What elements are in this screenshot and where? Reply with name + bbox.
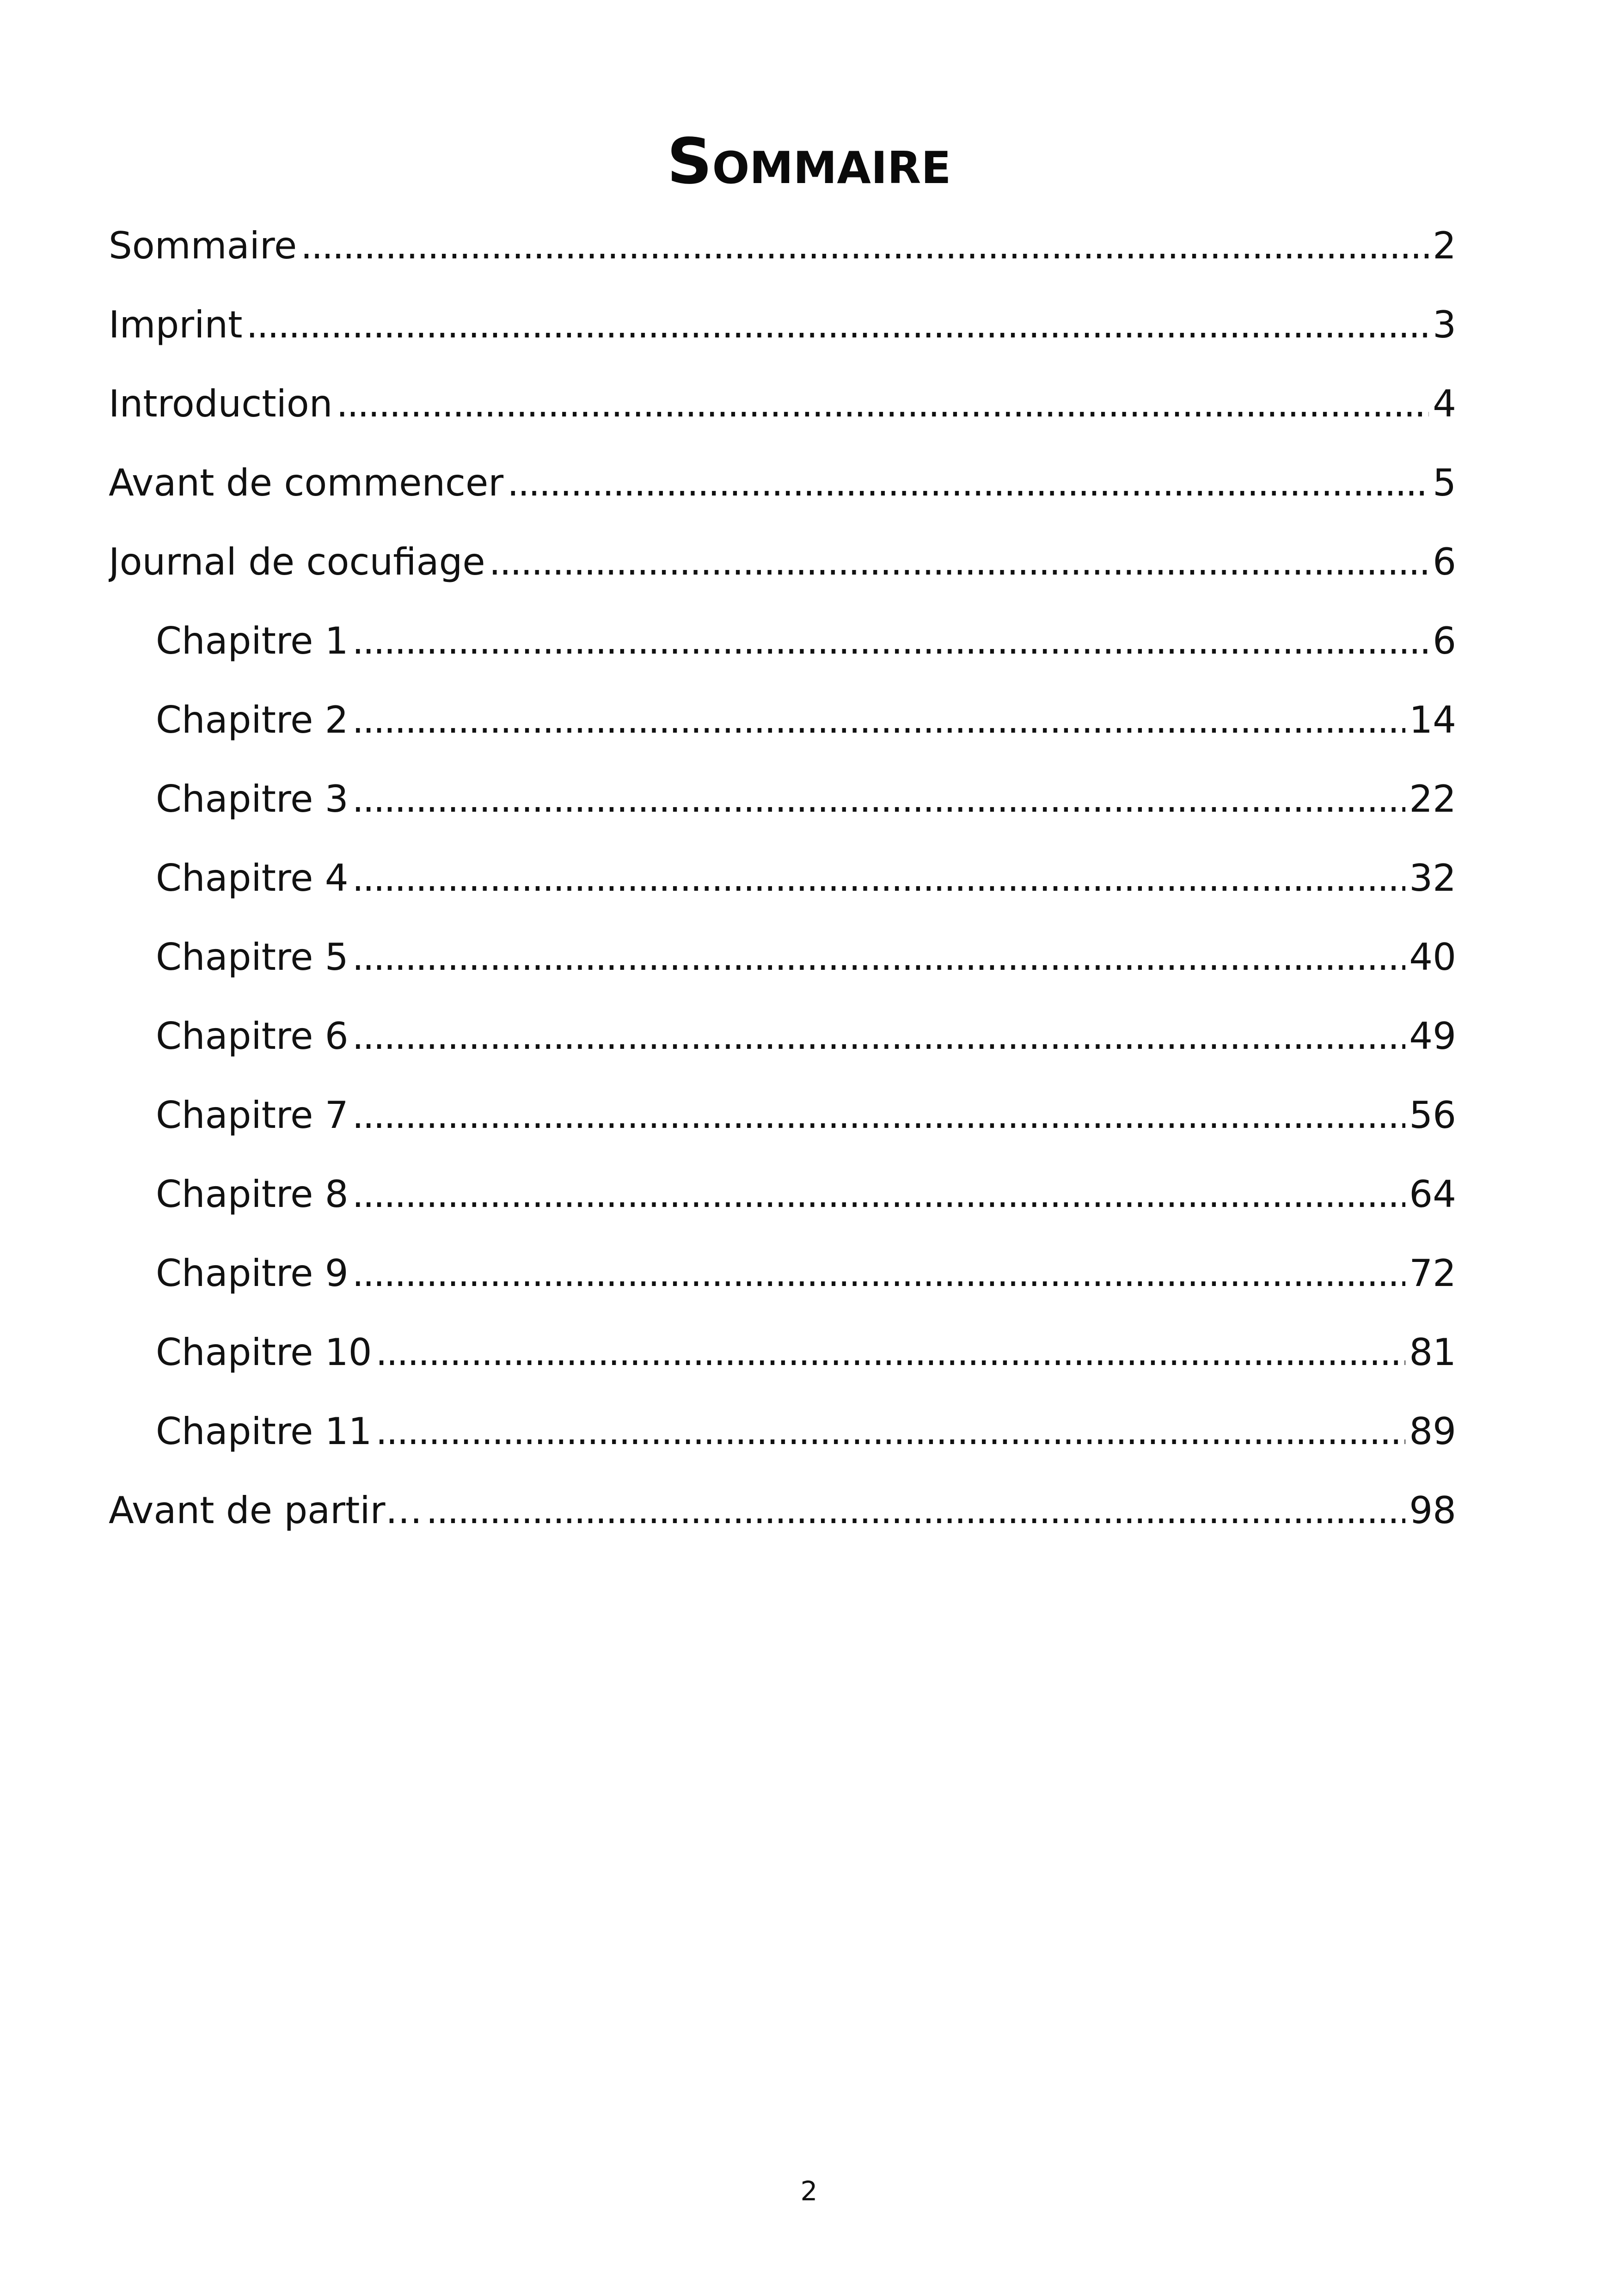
toc-entry-chapter[interactable] [109,1083,1456,1162]
toc-entry-chapter[interactable] [109,1241,1456,1320]
toc-entry[interactable] [109,1478,1456,1557]
toc-entry-label: Chapitre 1 [156,619,349,662]
toc-entry[interactable] [109,293,1456,372]
toc-entry-label: Sommaire [109,224,297,267]
toc-entry-label: Journal de cocufiage [109,540,485,583]
toc-entry-page: 6 [1433,540,1456,583]
toc-leader-dots [352,1004,1406,1069]
toc-entry-chapter[interactable] [109,1320,1456,1399]
table-of-contents [109,214,1456,1557]
toc-leader-dots [489,530,1429,594]
toc-entry-label: Chapitre 8 [156,1173,349,1216]
toc-leader-dots [352,688,1406,753]
toc-entry-label: Chapitre 9 [156,1252,349,1295]
toc-entry-page: 32 [1409,857,1456,900]
toc-entry-label: Chapitre 2 [156,698,349,741]
toc-leader-dots [352,1162,1406,1227]
toc-entry-page: 5 [1433,461,1456,504]
toc-entry-chapter[interactable] [109,846,1456,925]
toc-leader-dots [426,1478,1406,1543]
toc-entry-page: 56 [1409,1094,1456,1137]
toc-entry-label: Chapitre 7 [156,1094,349,1137]
toc-entry-chapter[interactable] [109,688,1456,767]
toc-entry-chapter[interactable] [109,1004,1456,1083]
toc-entry[interactable] [109,530,1456,609]
toc-entry-page: 81 [1409,1331,1456,1374]
toc-entry-label: Imprint [109,303,243,346]
toc-entry-chapter[interactable] [109,1162,1456,1241]
toc-leader-dots [246,293,1429,357]
toc-entry-chapter[interactable] [109,609,1456,688]
toc-leader-dots [376,1320,1406,1385]
toc-leader-dots [507,451,1429,515]
toc-entry-label: Chapitre 6 [156,1015,349,1058]
toc-entry-page: 3 [1433,303,1456,346]
toc-leader-dots [352,1083,1406,1148]
toc-leader-dots [352,1241,1406,1306]
toc-entry-chapter[interactable] [109,1399,1456,1478]
toc-entry-label: Avant de commencer [109,461,504,504]
toc-entry-label: Chapitre 11 [156,1410,372,1453]
toc-leader-dots [336,372,1429,436]
toc-leader-dots [376,1399,1406,1464]
toc-entry-page: 4 [1433,382,1456,425]
toc-entry-page: 64 [1409,1173,1456,1216]
toc-entry-page: 6 [1433,619,1456,662]
toc-leader-dots [352,846,1406,911]
toc-entry-label: Avant de partir… [109,1489,423,1532]
toc-entry-chapter[interactable] [109,767,1456,846]
toc-entry-label: Introduction [109,382,333,425]
page-number: 2 [800,2175,818,2207]
toc-entry-page: 49 [1409,1015,1456,1058]
toc-entry-label: Chapitre 4 [156,857,349,900]
toc-entry-page: 72 [1409,1252,1456,1295]
toc-entry-page: 98 [1409,1489,1456,1532]
toc-leader-dots [352,767,1406,832]
toc-entry-page: 14 [1409,698,1456,741]
toc-entry-page: 40 [1409,936,1456,979]
toc-entry-label: Chapitre 10 [156,1331,372,1374]
toc-entry[interactable] [109,451,1456,530]
toc-entry-page: 89 [1409,1410,1456,1453]
toc-leader-dots [352,925,1406,990]
toc-entry[interactable] [109,372,1456,451]
toc-leader-dots [352,609,1429,673]
toc-leader-dots [300,214,1429,278]
toc-entry-label: Chapitre 5 [156,936,349,979]
toc-entry-page: 2 [1433,224,1456,267]
page-title: Sommaire [667,125,951,198]
toc-entry-chapter[interactable] [109,925,1456,1004]
toc-entry[interactable] [109,214,1456,293]
toc-entry-page: 22 [1409,778,1456,820]
toc-entry-label: Chapitre 3 [156,778,349,820]
